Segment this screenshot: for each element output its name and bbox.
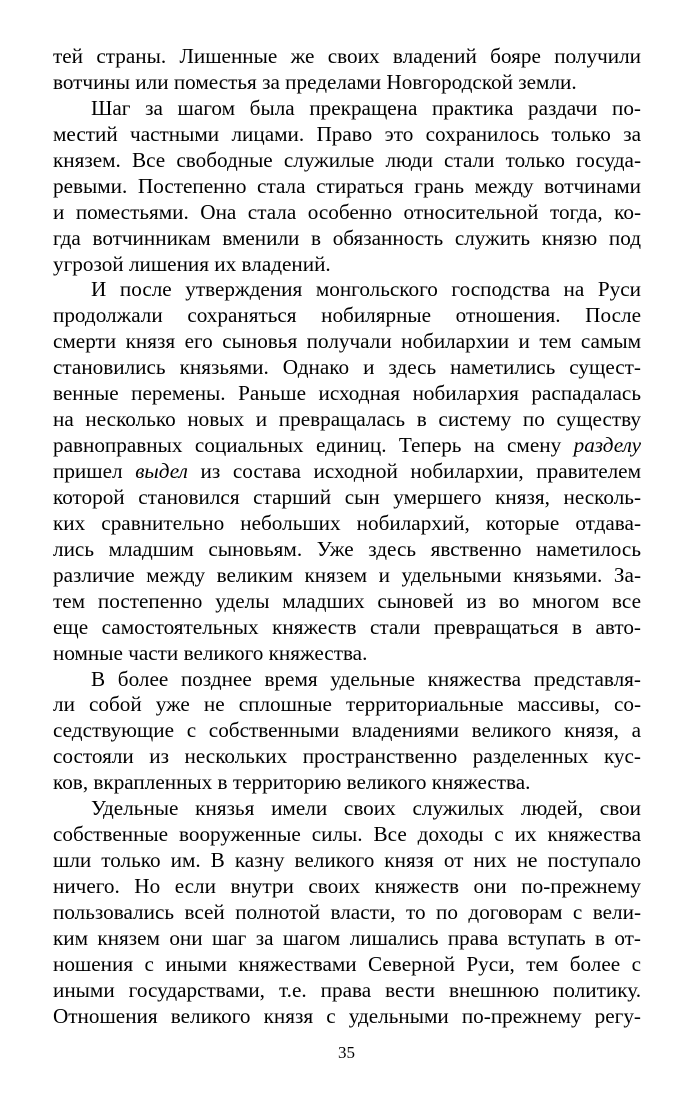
- text-run: еще самостоятельных княжеств стали превращаться в авто-: [53, 614, 641, 639]
- text-line: [53, 848, 641, 874]
- text-line: [53, 744, 641, 770]
- text-line: [53, 796, 641, 822]
- text-run: тей страны. Лишенные же своих владений бояре получили: [53, 44, 641, 68]
- text-run: на несколько новых и превращалась в систему по существу: [53, 407, 641, 432]
- text-run: смерти князя его сыновья получали нобилархии и тем самым: [53, 329, 641, 354]
- text-run: И после утверждения монгольского господства на Руси: [91, 277, 641, 302]
- text-run: князем. Все свободные служилые люди стали только госуда-: [53, 147, 641, 172]
- text-run: из состава исходной нобилархии, правителем: [187, 459, 641, 483]
- text-run: угрозой лишения их владений.: [53, 251, 331, 276]
- paragraph: [53, 96, 641, 278]
- paragraph: [53, 667, 641, 797]
- text-run: Удельные князья имели своих служилых людей, свои: [91, 796, 641, 821]
- text-line: [53, 122, 641, 148]
- text-line: [53, 252, 641, 278]
- text-line: [53, 952, 641, 978]
- text-line: [53, 148, 641, 174]
- text-run: седствующие с собственными владениями великого князя, а: [53, 718, 641, 743]
- text-line: [53, 303, 641, 329]
- text-line: [53, 407, 641, 433]
- text-run: ких сравнительно небольших нобилархий, которые отдава-: [53, 510, 641, 535]
- text-run: ничего. Но если внутри своих княжеств они по-прежнему: [53, 874, 641, 898]
- text-run: пользовались всей полнотой власти, то по договорам с вели-: [53, 899, 641, 924]
- text-run: шли только им. В казну великого князя от них не поступало: [53, 848, 641, 873]
- text-run: тем постепенно уделы младших сыновей из во многом все: [53, 588, 641, 613]
- text-run: Отношения великого князя с удельными по-прежнему регу-: [53, 1003, 641, 1028]
- text-line: [53, 822, 641, 848]
- text-line: [53, 381, 641, 407]
- text-line: [53, 433, 641, 459]
- text-run: В более позднее время удельные княжества представля-: [91, 666, 641, 691]
- text-line: [53, 537, 641, 563]
- paragraph: [53, 796, 641, 1029]
- text-line: [53, 900, 641, 926]
- text-line: [53, 329, 641, 355]
- italic-term: выдел: [135, 459, 188, 483]
- text-line: [53, 44, 641, 70]
- text-run: продолжали сохраняться нобилярные отношения. После: [53, 303, 641, 328]
- text-run: Шаг за шагом была прекращена практика раздачи по-: [91, 95, 641, 120]
- text-run: венные перемены. Раньше исходная нобилархия распадалась: [53, 381, 641, 406]
- text-line: [53, 563, 641, 589]
- text-line: [53, 96, 641, 122]
- text-line: [53, 874, 641, 900]
- text-line: [53, 200, 641, 226]
- text-run: ношения с иными княжествами Северной Руси, тем более с: [53, 951, 641, 976]
- text-line: [53, 226, 641, 252]
- paragraph: [53, 44, 641, 96]
- text-line: [53, 615, 641, 641]
- text-run: ким князем они шаг за шагом лишались права вступать в от-: [53, 925, 641, 950]
- text-run: равноправных социальных единиц. Теперь на смену: [53, 433, 574, 458]
- text-line: [53, 174, 641, 200]
- text-line: [53, 511, 641, 537]
- text-run: ков, вкрапленных в территорию великого княжества.: [53, 770, 531, 795]
- text-line: [53, 641, 641, 667]
- text-line: [53, 277, 641, 303]
- text-line: [53, 692, 641, 718]
- text-run: номные части великого княжества.: [53, 640, 368, 665]
- text-line: [53, 355, 641, 381]
- page-number: 35: [338, 1043, 355, 1062]
- text-line: [53, 770, 641, 796]
- text-run: состояли из нескольких пространственно разделенных кус-: [53, 744, 641, 769]
- page-body-text: [53, 44, 641, 1030]
- paragraph: [53, 277, 641, 666]
- text-line: [53, 978, 641, 1004]
- text-run: и поместьями. Она стала особенно относительной тогда, ко-: [53, 199, 641, 224]
- text-line: [53, 667, 641, 693]
- text-run: гда вотчинникам вменили в обязанность служить князю под: [53, 225, 641, 250]
- text-run: которой становился старший сын умершего князя, несколь-: [53, 484, 641, 509]
- text-run: лись младшим сыновьям. Уже здесь явственно наметилось: [53, 536, 641, 561]
- text-run: собственные вооруженные силы. Все доходы с их княжества: [53, 822, 641, 847]
- text-run: ревыми. Постепенно стала стираться грань между вотчинами: [53, 173, 641, 198]
- text-line: [53, 589, 641, 615]
- text-line: [53, 485, 641, 511]
- text-run: местий частными лицами. Право это сохранилось только за: [53, 121, 641, 146]
- text-line: [53, 1004, 641, 1030]
- text-line: [53, 926, 641, 952]
- italic-term: разделу: [573, 433, 641, 458]
- text-run: различие между великим князем и удельными князьями. За-: [53, 562, 641, 587]
- text-run: иными государствами, т.е. права вести внешнюю политику.: [53, 977, 641, 1002]
- text-run: ли собой уже не сплошные территориальные массивы, со-: [53, 692, 641, 717]
- text-run: пришел: [53, 459, 136, 483]
- text-line: [53, 718, 641, 744]
- text-run: вотчины или поместья за пределами Новгородской земли.: [53, 69, 577, 94]
- text-line: [53, 459, 641, 485]
- text-run: становились князьями. Однако и здесь наметились сущест-: [53, 355, 641, 380]
- text-line: [53, 70, 641, 96]
